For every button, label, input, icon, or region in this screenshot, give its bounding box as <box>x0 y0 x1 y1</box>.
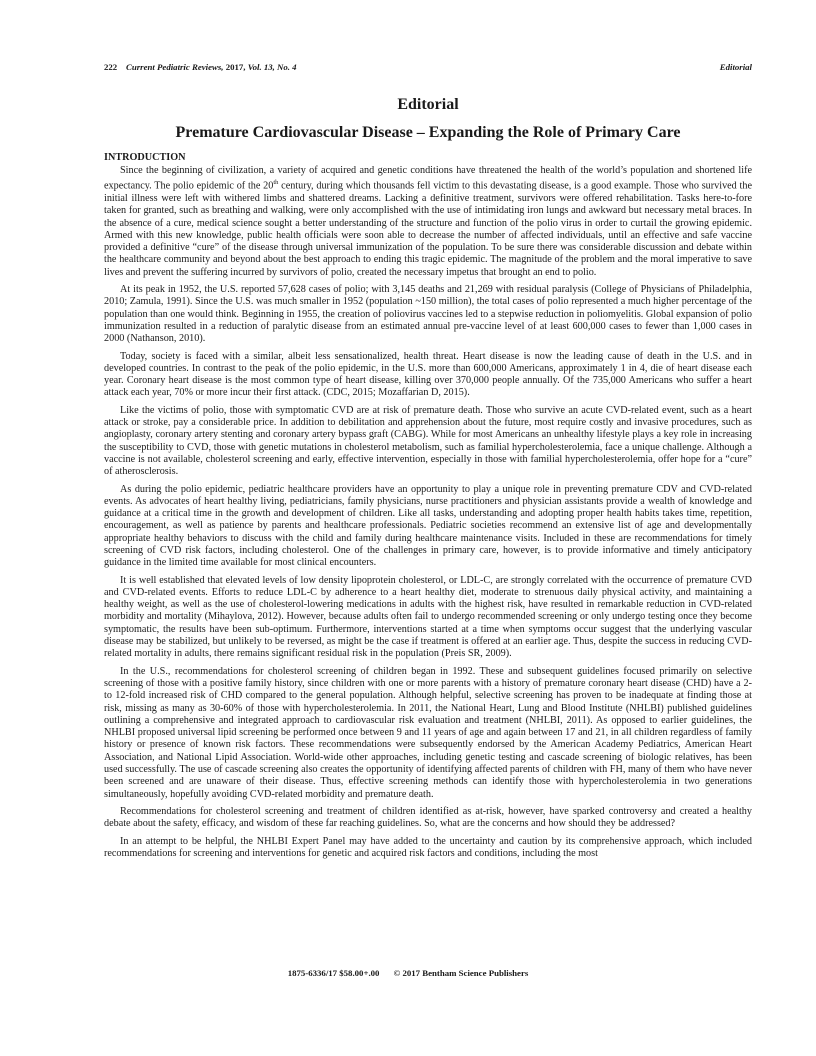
section-heading-introduction: INTRODUCTION <box>104 152 186 163</box>
body-paragraph-2: At its peak in 1952, the U.S. reported 57,628 cases of polio; with 3,145 deaths and 21,269 with residual paralysis (College of Physicians of Philadelphia, 2010; Zamula, 1991). Since the U.S. was much smaller in 1952 (population ~150 million), the total cases of polio represented a much higher percentage of the population than one would think. Beginning in 1955, the creation of poliovirus vaccines led to a stepwise reduction in poliomyelitis. Global expansion of polio immunization resulted in a reduction of paralytic disease from an estimated annual pre-vaccine level of at least 600,000 cases to fewer than 1,000 cases in 2000 (Nathanson, 2010). <box>104 284 752 345</box>
header-citation <box>104 62 297 72</box>
running-header <box>104 62 752 76</box>
body-paragraph-5: As during the polio epidemic, pediatric healthcare providers have an opportunity to play a unique role in preventing premature CDV and CVD-related events. As advocates of heart healthy living, pediatricians, family physicians, nurse practitioners and physician assistants provide a wealth of knowledge and guidance at a critical time in the growth and development of children. Like all tasks, understanding and adopting proper health habits takes time, repetition, encouragement, as well as patience by parents and healthcare professionals. Pediatric societies recommend an extensive list of age and developmentally appropriate healthy behaviors to discuss with the child and family during healthcare maintenance visits. Included in these are recommendations for timely screening of CVD risk factors, including cholesterol. One of the challenges in primary care, however, is to provide informative and timely anticipatory guidance in the limited time available for most clinical encounters. <box>104 483 752 569</box>
page-number: 222 <box>104 62 118 72</box>
body-paragraph-8: Recommendations for cholesterol screening and treatment of children identified as at-risk, however, have sparked controversy and created a healthy debate about the safety, efficacy, and wisdom of these far reaching guidelines. So, what are the concerns and how should they be addressed? <box>104 805 752 830</box>
article-page <box>104 62 752 865</box>
body-paragraph-1: Since the beginning of civilization, a variety of acquired and genetic conditions have threatened the health of the world’s population and shortened life expectancy. The polio epidemic of the 20th century, during which thousands fell victim to this devastating disease, is a good example. Those who survived the initial illness were left with withered limbs and shattered dreams. Lacking a definitive treatment, survivors were offered rehabilitation. Tasks here-to-fore taken for granted, such as breathing and walking, were only accomplished with the use of intimidating iron lungs and awkward but necessary metal braces. In the absence of a cure, medical science sought a better understanding of the structure and function of the polio virus in order to curtail the growing epidemic. Armed with this new knowledge, public health officials were soon able to decrease the number of affected individuals, until an effective and safe vaccine provided a definitive “cure” of the disease through universal immunization of the population. To be sure there was considerable discussion and debate within the healthcare community and beyond about the best approach to ending this tragic epidemic. The magnitude of the problem and the moral imperative to save lives and prevent the suffering incurred by survivors of polio, created the necessary impetus that brought an end to polio. <box>104 165 752 278</box>
footer-copyright: © 2017 Bentham Science Publishers <box>393 968 529 978</box>
body-paragraph-6: It is well established that elevated levels of low density lipoprotein cholesterol, or LDL-C, are strongly correlated with the occurrence of premature CVD and CVD-related events. Efforts to reduce LDL-C by adherence to a heart healthy diet, moderate to strenuous daily physical activity, and maintaining a healthy weight, as well as the use of cholesterol-lowering medications in adults with the highest risk, have resulted in remarkable reduction in CVD-related morbidity and mortality (Mihaylova, 2012). However, because adults often fail to undergo recommended screening or only undergo testing once they become symptomatic, the results have been sub-optimum. Furthermore, interventions started at a time when symptoms occur suggest that the underlying vascular disease may be stabilized, but unlikely to be reversed, as might be the case if treatment is offered at an earlier age. Thus, despite the success in reducing CVD-related mortality in adults, there remains significant residual risk in the population (Preis SR, 2009). <box>104 574 752 660</box>
journal-name: Current Pediatric Reviews, <box>126 62 224 72</box>
ordinal-superscript: th <box>273 179 279 187</box>
journal-volume: Vol. 13, No. 4 <box>247 62 297 72</box>
footer-issn: 1875-6336/17 $58.00+.00 <box>287 968 380 978</box>
body-paragraph-4: Like the victims of polio, those with symptomatic CVD are at risk of premature death. Those who survive an acute CVD-related event, such as a heart attack or stroke, pay a considerable price. In addition to debilitation and apprehension about the future, most require costly and invasive procedures, such as angioplasty, coronary artery stenting and coronary artery bypass graft (CABG). While for most Americans an unhealthy lifestyle plays a key role in increasing the susceptibility to CVD, those with genetic mutations in cholesterol metabolism, such as familial hypercholesterolemia, face a unique challenge. Although a vaccine is not available, cholesterol screening and early, effective intervention, especially in those with familial hypercholesterolemia, offer hope for a “cure” of atherosclerosis. <box>104 404 752 478</box>
body-paragraph-7: In the U.S., recommendations for cholesterol screening of children began in 1992. These and subsequent guidelines focused primarily on selective screening of those with a positive family history, since children with one or more parents with a history of premature coronary heart disease (CHD) have a 2- to 12-fold increased risk of CHD compared to the general population. Although helpful, selective screening has proven to be inadequate at finding those at risk, missing as many as 30-60% of those with hypercholesterolemia. In 2011, the National Heart, Lung and Blood Institute (NHLBI) published guidelines outlining a comprehensive and integrated approach to cardiovascular risk evaluation and treatment (NHLBI, 2011). As opposed to earlier guidelines, the NHLBI proposed universal lipid screening be performed once between 9 and 11 years of age and again between 17 and 21, in all children regardless of family history or presence of known risk factors. These recommendations were subsequently endorsed by the American Academy Pediatrics, American Heart Association, and National Lipid Association. World-wide other approaches, including genetic testing and cascade screening of biologic relatives, has been used successfully. The use of cascade screening also creates the opportunity of identifying affected parents of children with FH, many of them who have never been screened and are unaware of their disease. Thus, effective screening methods can identify those with hypercholesterolemia in two generations simultaneously, hopefully avoiding CVD-related morbidity and premature death. <box>104 665 752 800</box>
header-section: Editorial <box>719 62 752 72</box>
body-paragraph-9: In an attempt to be helpful, the NHLBI Expert Panel may have added to the uncertainty and caution by its comprehensive approach, which included recommendations for screening and interventions for genetic and acquired risk factors and conditions, including the most <box>104 835 752 859</box>
article-title: Premature Cardiovascular Disease – Expanding the Role of Primary Care <box>175 124 681 141</box>
body-paragraph-3: Today, society is faced with a similar, albeit less sensationalized, health threat. Heart disease is now the leading cause of death in the U.S. and in developed countries. In contrast to the peak of the polio epidemic, in the U.S. more than 600,000 Americans, approximately 1 in 4, die of heart disease each year. Coronary heart disease is the most common type of heart disease, killing over 370,000 people annually. Of the 735,000 Americans who suffer a heart attack each year, 70% or more incur their first attack. (CDC, 2015; Mozaffarian D, 2015). <box>104 350 752 399</box>
page-footer <box>0 968 816 978</box>
journal-year: 2017, <box>225 62 246 72</box>
section-title: Editorial <box>397 96 459 113</box>
